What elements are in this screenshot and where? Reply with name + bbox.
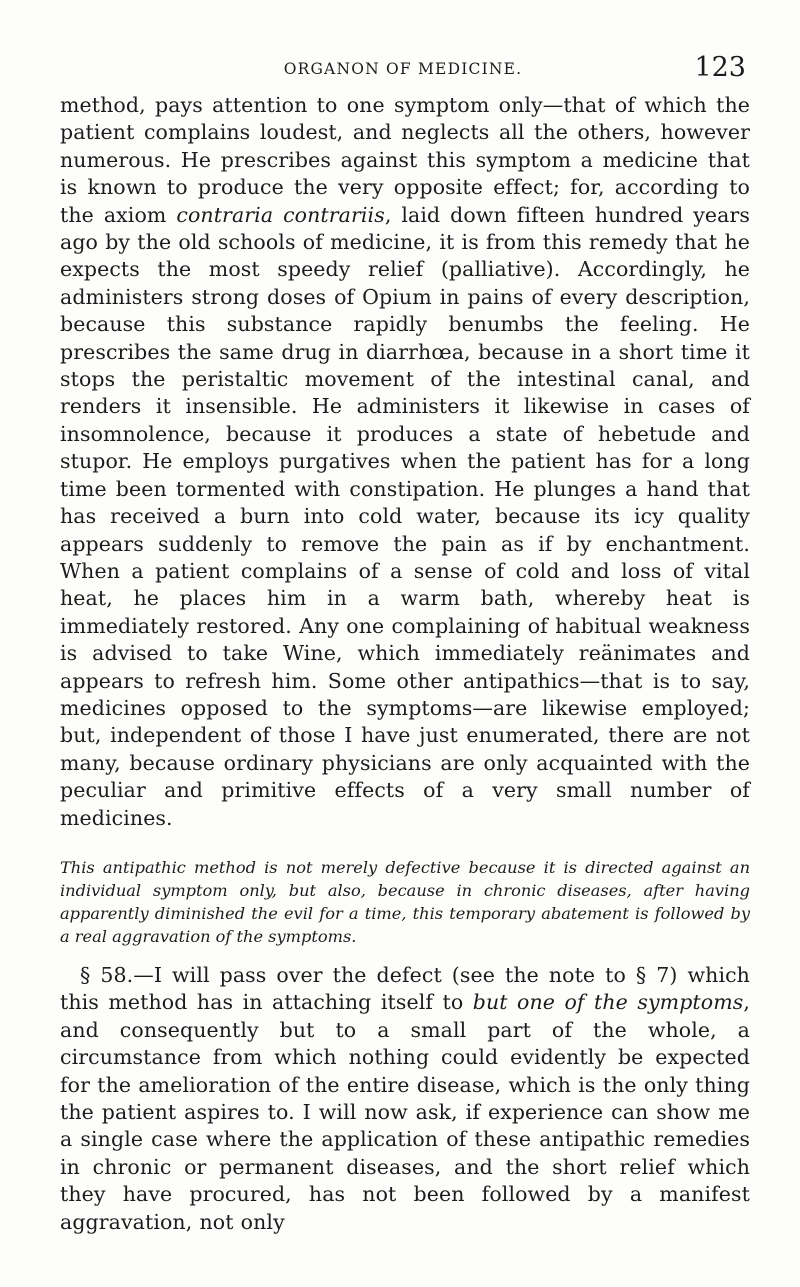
paragraph-text-b: , laid down fifteen hundred years ago by the old schools of medicine, it is from this remedy that he expects the most speedy relief (palliative). Accordingly, he administers strong doses of Opium in pains of every description, because this substance rapidly benumbs the feeling. He prescribes the same drug in diarrhœa, because in a short time it stops the peristaltic movement of the intestinal canal, and renders it insensible. He administers it likewise in cases of insomnolence, because it produces a state of hebetude and stupor. He employs purgatives when the patient has for a long time been tormented with constipation. He plunges a hand that has received a burn into cold water, because its icy quality appears suddenly to remove the pain as if by enchantment. When a patient complains of a sense of cold and loss of vital heat, he places him in a warm bath, whereby heat is immediately restored. Any one complaining of habitual weakness is advised to take Wine, which immediately reänimates and appears to refresh him. Some other antipathics—that is to say, medicines opposed to the symptoms—are likewise employed; but, independent of those I have just enumerated, there are not many, because ordinary physicians are only acquainted with the peculiar and primitive effects of a very small number of medicines. bbox=[60, 202, 751, 830]
running-head bbox=[60, 52, 746, 82]
section-58-text-b: , and consequently but to a small part of the whole, a circumstance from which nothing could evidently be expected for the amelioration of the entire disease, which is the only thing the patient aspires to. I will now ask, if experience can show me a single case where the application of these antipathic remedies in chronic or permanent diseases, and the short relief which they have procured, has not been followed by a manifest aggravation, not only bbox=[60, 990, 750, 1234]
page-number: 123 bbox=[694, 52, 746, 83]
body-text bbox=[60, 92, 750, 1236]
running-title: ORGANON OF MEDICINE. bbox=[283, 60, 523, 78]
section-58 bbox=[60, 962, 750, 1236]
paragraph-antipathic-method bbox=[60, 92, 750, 832]
section-58-text-a: § 58.—I will pass over the defect (see the note to § 7) which this method has in attaching itself to bbox=[60, 962, 750, 1015]
paragraph-text-a: method, pays attention to one symptom only—that of which the patient complains loudest, and neglects all the others, however numerous. He prescribes against this symptom a medicine that is known to produce the very opposite effect; for, according to the axiom bbox=[60, 93, 750, 227]
latin-axiom: contraria contrariis bbox=[176, 202, 385, 227]
marginal-summary-note: This antipathic method is not merely defective because it is directed against an individual symptom only, but also, because in chronic diseases, after having apparently diminished the evil for a time, this temporary abatement is followed by a real aggravation of the symptoms. bbox=[60, 857, 750, 946]
section-58-emphasis: but one of the symptoms bbox=[472, 990, 744, 1015]
